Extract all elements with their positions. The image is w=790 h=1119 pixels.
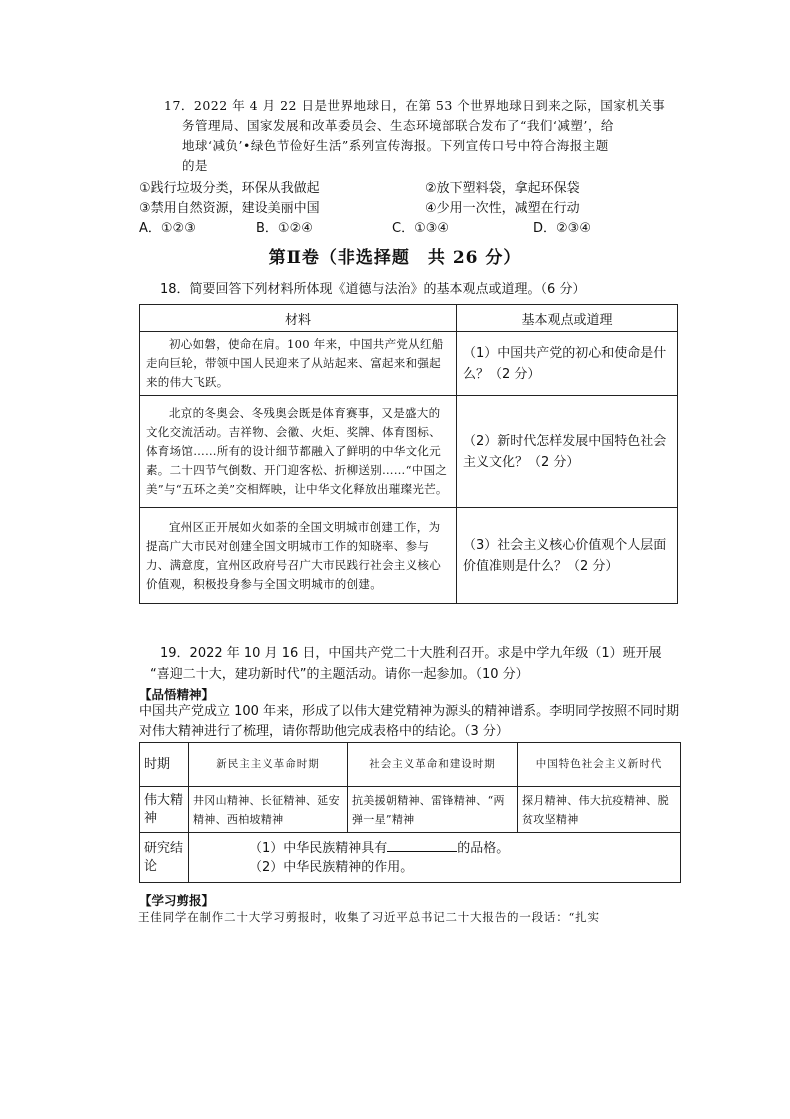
q17-statement-3: ③禁用自然资源，建设美丽中国 (139, 201, 320, 216)
q18-header-material: 材料 (140, 305, 457, 332)
q19-table (139, 742, 681, 883)
q19-tag-spirit: 【品悟精神】 (139, 687, 215, 702)
q19-last-line: 王佳同学在制作二十大学习剪报时，收集了习近平总书记二十大报告的一段话：“扎实 (138, 910, 600, 924)
q17-choice-b: B．①②④ (256, 221, 313, 236)
q18-question-2: （2）新时代怎样发展中国特色社会主义文化？（2 分） (457, 396, 678, 508)
table-row (140, 833, 681, 883)
q18-question-1: （1）中国共产党的初心和使命是什么？（2 分） (457, 332, 678, 396)
q17-statement-4: ④少用一次性，减塑在行动 (425, 201, 580, 216)
q19-header-spirit: 伟大精神 (140, 787, 189, 833)
q19-conclusion-1: （1）中华民族精神具有 的品格。 (249, 840, 510, 856)
answer-blank[interactable] (387, 839, 457, 852)
table-row (140, 743, 681, 787)
q17-statement-1: ①践行垃圾分类，环保从我做起 (139, 181, 320, 196)
q19-paragraph: 中国共产党成立 100 年来，形成了以伟大建党精神为源头的精神谱系。李明同学按照不同时期对伟大精神进行了梳理，请你帮助他完成表格中的结论。（3 分） (139, 704, 680, 739)
q17-stem-line1: 17．2022 年 4 月 22 日是世界地球日，在第 53 个世界地球日到来之际，国家机关事 (164, 98, 666, 113)
q19-line1: 19．2022 年 10 月 16 日，中国共产党二十大胜利召开。求是中学九年级（1）班开展 (160, 646, 662, 661)
q19-era-2: 社会主义革命和建设时期 (348, 743, 518, 787)
q19-spirit-3: 探月精神、伟大抗疫精神、脱贫攻坚精神 (518, 787, 681, 833)
q18-header-point: 基本观点或道理 (457, 305, 678, 332)
q19-era-3: 中国特色社会主义新时代 (518, 743, 681, 787)
question-17 (164, 96, 682, 176)
q19-header-conclusion: 研究结论 (140, 833, 189, 883)
q18-table (139, 304, 678, 604)
q17-stem-line2: 务管理局、国家发展和改革委员会、生态环境部联合发布了“我们‘减塑’，给 (182, 118, 614, 133)
q17-stem-line3: 地球‘减负’•绿色节俭好生活”系列宣传海报。下列宣传口号中符合海报主题 (182, 138, 609, 153)
q18-material-2: 北京的冬奥会、冬残奥会既是体育赛事，又是盛大的文化交流活动。吉祥物、会徽、火炬、奖牌、体育图标、体育场馆……所有的设计细节都融入了鲜明的中华文化元素。二十四节气倒数、开门迎客松、折柳送别……“中国之美”与“五环之美”交相辉映，让中华文化释放出璀璨光芒。 (140, 396, 457, 508)
table-row (140, 396, 678, 508)
q18-prompt: 18．简要回答下列材料所体现《道德与法治》的基本观点或道理。（6 分） (160, 282, 586, 297)
question-19 (150, 643, 680, 685)
table-row (140, 332, 678, 396)
table-row (140, 787, 681, 833)
q18-question-3: （3）社会主义核心价值观个人层面价值准则是什么？（2 分） (457, 508, 678, 604)
q19-conclusion-2: （2）中华民族精神的作用。 (249, 859, 414, 875)
section-title: 第Ⅱ卷（非选择题 共 26 分） (268, 248, 522, 268)
q19-spirit-1: 井冈山精神、长征精神、延安精神、西柏坡精神 (189, 787, 348, 833)
q17-choice-a: A．①②③ (139, 221, 196, 236)
q19-header-period: 时期 (140, 743, 189, 787)
q17-statement-2: ②放下塑料袋，拿起环保袋 (425, 181, 580, 196)
q17-stem-line4: 的是 (182, 158, 209, 173)
q17-choice-c: C．①③④ (392, 221, 450, 236)
q18-material-3: 宜州区正开展如火如荼的全国文明城市创建工作，为提高广大市民对创建全国文明城市工作的知晓率、参与力、满意度，宜州区政府号召广大市民践行社会主义核心价值观，积极投身参与全国文明城市的创建。 (140, 508, 457, 604)
q19-line2: “喜迎二十大，建功新时代”的主题活动。请你一起参加。（10 分） (150, 667, 529, 682)
q19-spirit-2: 抗美援朝精神、雷锋精神、“两弹一星”精神 (348, 787, 518, 833)
q19-tag-clipping: 【学习剪报】 (139, 893, 215, 908)
q18-material-1: 初心如磐，使命在肩。100 年来，中国共产党从红船走向巨轮，带领中国人民迎来了从站起来、富起来和强起来的伟大飞跃。 (140, 332, 457, 396)
q19-era-1: 新民主主义革命时期 (189, 743, 348, 787)
q17-choice-d: D．②③④ (533, 221, 591, 236)
q19-conclusion (189, 833, 681, 883)
table-row (140, 508, 678, 604)
